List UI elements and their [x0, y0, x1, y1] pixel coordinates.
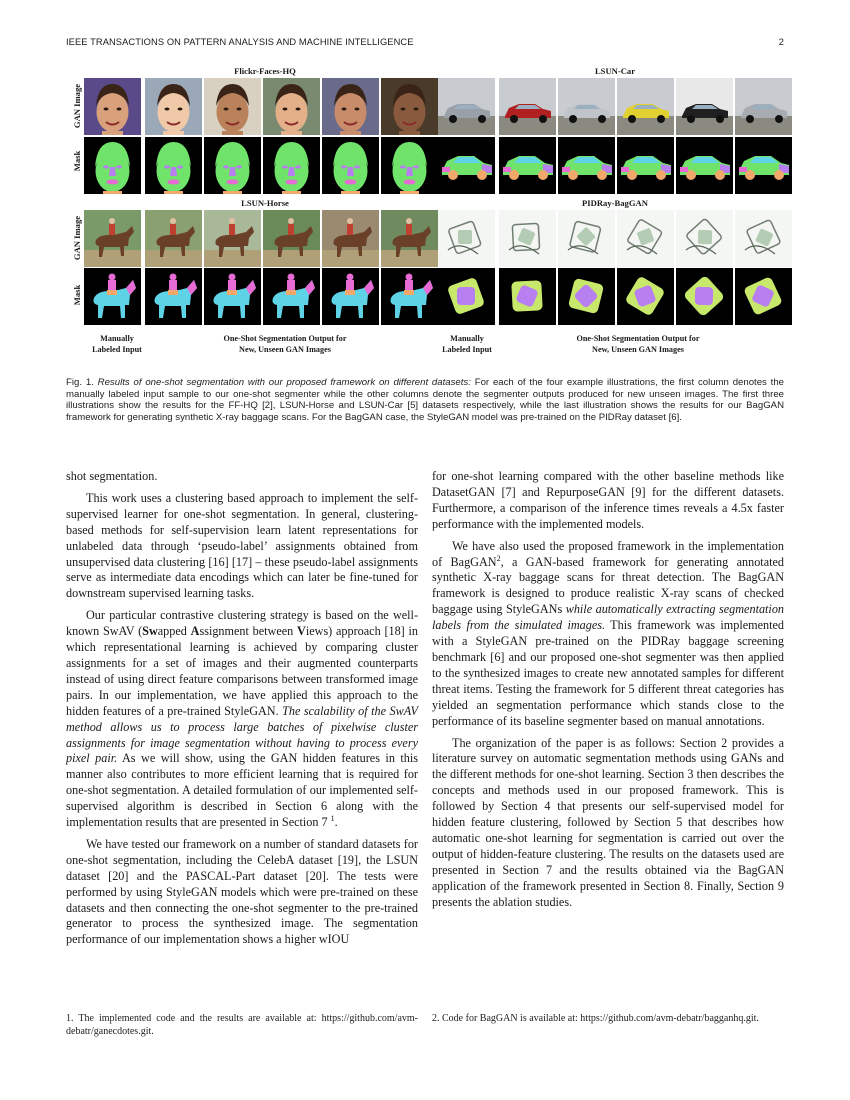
car-mask-4: [617, 137, 674, 194]
horse-gan-image-4: [263, 210, 320, 267]
bag-gan-image-5: [676, 210, 733, 267]
footnote-ref-1: 1: [330, 813, 335, 823]
face-gan-image-3: [204, 78, 261, 135]
car-gan-image-6: [735, 78, 792, 135]
paragraph: shot segmentation.: [66, 469, 158, 483]
horse-gan-image-1: [84, 210, 141, 267]
row-label-gan-image-top: GAN Image: [72, 83, 82, 129]
footnote-2: 2. Code for BagGAN is available at: https://github.com/avm-debatr/bagganhq.git.: [432, 1013, 759, 1024]
horse-mask-2: [145, 268, 202, 325]
horse-mask-4: [263, 268, 320, 325]
horse-gan-image-6: [381, 210, 438, 267]
footer-manually-labeled-left: Manually Labeled Input: [92, 334, 142, 354]
face-gan-image-2: [145, 78, 202, 135]
bag-gan-image-4: [617, 210, 674, 267]
face-gan-image-1: [84, 78, 141, 135]
car-mask-6: [735, 137, 792, 194]
panel-title-lsun-car: LSUN-Car: [594, 66, 636, 76]
panel-title-ffhq: Flickr-Faces-HQ: [234, 66, 296, 76]
paragraph: Our particular contrastive clustering strategy is based on the well-known SwAV (Swapped Assignment between Views) approach [18] in which representational learning is achieved by comparing cluster assignments for a set of images and their augmented counterparts instead of using direct feature comparisons between transformed image pairs. In our implementation, we have applied this approach to the hidden features of a pre-trained StyleGAN. The scalability of the SwAV method allows us to process large batches of pixelwise cluster assignments for image segmentation without having to process every pixel pair. As we will show, using the GAN hidden features in this manner also contributes to more efficient learning that is required for one-shot segmentation. A detailed formulation of our implemented self-supervised algorithm is described in Section 6 along with the implementation results that are presented in Section 7 $^1$.: [66, 608, 419, 830]
face-mask-5: [322, 137, 379, 194]
bag-gan-image-3: [558, 210, 615, 267]
left-column: [66, 469, 418, 948]
face-gan-image-6: [381, 78, 438, 135]
caption-italic: Results of one-shot segmentation with our proposed framework on different datasets:: [97, 377, 471, 388]
row-label-mask-bottom: Mask: [72, 284, 82, 306]
paragraph: for one-shot learning compared with the other baseline methods like DatasetGAN [7] and RepurposeGAN [9] for the different datasets. Furthermore, a comparison of the inference times reveals a 4.5x faster performance with the implemented models.: [432, 469, 784, 531]
footer-manually-labeled-right: Manually Labeled Input: [442, 334, 492, 354]
paragraph: We have also used the proposed framework in the implementation of BagGAN$^2$, a GAN-based framework for generating annotated synthetic X-ray baggage scans for threat detection. The BagGAN framework is designed to produce realistic X-ray scans of checked baggage using StyleGANs while automatically extracting segmentation labels from the simulated images. This framework was implemented with a StyleGAN pre-trained on the PIDRay baggage screening benchmark [6] and our proposed one-shot segmenter was then applied to the synthesized images to create new annotated samples for different threat items. Testing the framework for 5 different threat categories has yielded an segmentation performance which stands close to the performance of its baseline segmenter based on manual annotations.: [432, 538, 785, 728]
car-mask-3: [558, 137, 615, 194]
horse-mask-1: [84, 268, 141, 325]
car-mask-1: [438, 137, 495, 194]
bag-mask-6: [735, 268, 792, 325]
horse-mask-3: [204, 268, 261, 325]
face-mask-3: [204, 137, 261, 194]
paragraph: We have tested our framework on a number of standard datasets for one-shot segmentation, including the CelebA dataset [19], the LSUN dataset [20] and the PASCAL-Part dataset [20]. The tests were performed by using StyleGAN models which were pre-trained on these datasets and then connecting the one-shot segmenter to the pre-trained generator to process the synthesized image. The segmentation performance of our implementation shows a higher wIOU: [66, 836, 418, 947]
paragraph: The organization of the paper is as follows: Section 2 provides a literature survey on automatic segmentation methods using GANs and the different methods for one-shot learning. Section 3 then describes the concepts and methods used in our proposed framework. This is followed by Section 4 that presents our self-supervised model for hidden feature clustering, followed by Section 5 that describes how automatic one-shot learning for segmentation is carried out over the output of hidden-feature clustering. The results on the datasets used are presented in Section 7 and the results obtained via the BagGAN application of the framework presented in Section 8. Finally, Section 9 presents the ablation studies.: [432, 735, 784, 909]
car-mask-2: [499, 137, 556, 194]
footnote-ref-2: 2: [496, 553, 501, 563]
panel-title-lsun-horse: LSUN-Horse: [241, 198, 289, 208]
bag-mask-1: [438, 268, 495, 325]
face-mask-1: [84, 137, 141, 194]
panel-title-pidray: PIDRay-BagGAN: [582, 198, 648, 208]
horse-mask-6: [381, 268, 438, 325]
bag-gan-image-1: [438, 210, 495, 267]
horse-gan-image-5: [322, 210, 379, 267]
face-mask-6: [381, 137, 438, 194]
bag-mask-3: [558, 268, 615, 325]
car-gan-image-4: [617, 78, 674, 135]
caption-text: For each of the four example illustrations, the first column denotes the manually labeled input sample to our one-shot segmenter while the other columns denote the segmenter outputs produced for new unseen images. The first three illustrations show the results for the FF-HQ [2], LSUN-Horse and LSUN-Car [5] datasets respectively, while the last illustration shows the results for our BagGAN framework for generating synthetic X-ray baggage scans. For the BagGAN case, the StyleGAN model was pre-trained on the PIDRay dataset [6].: [66, 377, 785, 423]
face-mask-2: [145, 137, 202, 194]
face-mask-4: [263, 137, 320, 194]
footer-oneshot-output-left: One-Shot Segmentation Output for New, Unseen GAN Images: [223, 334, 347, 354]
caption-label: Fig. 1.: [66, 377, 94, 388]
car-mask-5: [676, 137, 733, 194]
journal-title: IEEE TRANSACTIONS ON PATTERN ANALYSIS AND MACHINE INTELLIGENCE: [66, 37, 414, 47]
figure-caption: [66, 377, 784, 423]
bag-gan-image-2: [499, 210, 556, 267]
car-gan-image-1: [438, 78, 495, 135]
car-gan-image-2: [499, 78, 556, 135]
bag-gan-image-6: [735, 210, 792, 267]
footnote-1: 1. The implemented code and the results are available at: https://github.com/avm-debatr/ganecdotes.git.: [66, 1013, 418, 1038]
horse-gan-image-2: [145, 210, 202, 267]
horse-gan-image-3: [204, 210, 261, 267]
car-gan-image-3: [558, 78, 615, 135]
page-number: 2: [778, 37, 784, 47]
bag-mask-2: [499, 268, 556, 325]
face-gan-image-5: [322, 78, 379, 135]
row-label-mask-top: Mask: [72, 150, 82, 172]
bag-mask-4: [617, 268, 674, 325]
running-header: [66, 37, 784, 51]
paragraph: This work uses a clustering based approach to implement the self-supervised learner for one-shot segmentation. In general, clustering-based methods for self-supervision learn latent representations for unlabeled data through ‘pseudo-label’ assignments obtained from unsupervised data clustering [16] [17] – these pseudo-label assignments serve as intermediate data encodings which can later be fine-tuned for downstream supervised learning tasks.: [66, 490, 418, 601]
bag-mask-5: [676, 268, 733, 325]
face-gan-image-4: [263, 78, 320, 135]
footer-oneshot-output-right: One-Shot Segmentation Output for New, Unseen GAN Images: [576, 334, 700, 354]
car-gan-image-5: [676, 78, 733, 135]
horse-mask-5: [322, 268, 379, 325]
row-label-gan-image-bottom: GAN Image: [72, 215, 82, 261]
right-column: [432, 469, 784, 910]
